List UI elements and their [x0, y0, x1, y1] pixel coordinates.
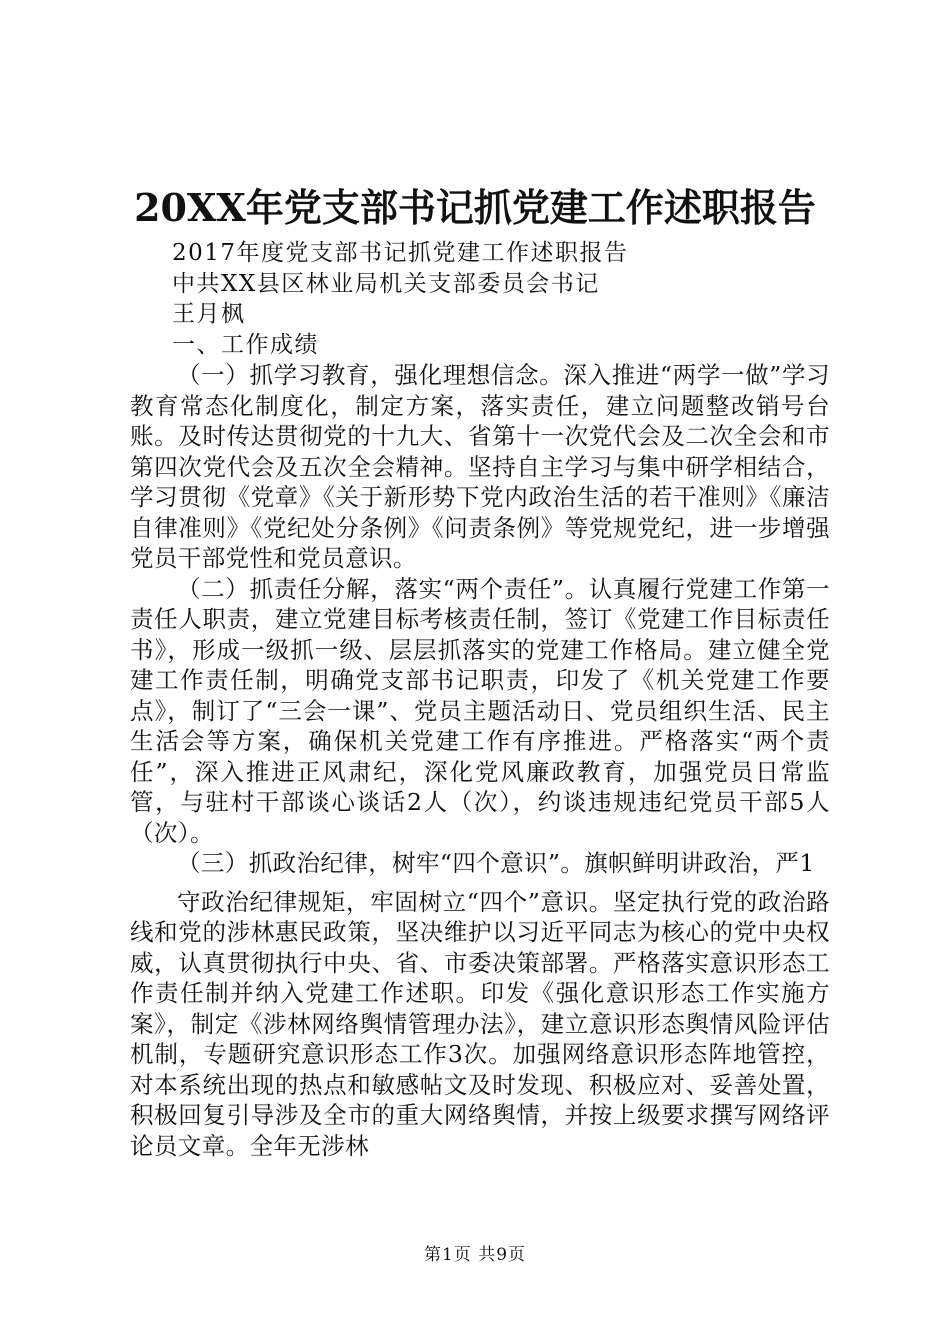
page-indicator: 第1页 共9页 [423, 1245, 527, 1265]
document-body [130, 360, 830, 1161]
author-name: 王月枫 [172, 301, 246, 327]
document-title: 20XX年党支部书记抓党建工作述职报告 [134, 185, 816, 230]
paragraph: 守政治纪律规矩，牢固树立“四个”意识。坚定执行党的政治路线和党的涉林惠民政策，坚决维护以习近平同志为核心的党中央权威，认真贯彻执行中央、省、市委决策部署。严格落实意识形态工作责任制并纳入党建工作述职。印发《强化意识形态工作实施方案》，制定《涉林网络舆情管理办法》，建立意识形态舆情风险评估机制，专题研究意识形态工作3次。加强网络意识形态阵地管控，对本系统出现的热点和敏感帖文及时发现、积极应对、妥善处置，积极回复引导涉及全市的重大网络舆情，并按上级要求撰写网络评论员文章。全年无涉林 [130, 887, 830, 1160]
document-subtitle: 2017年度党支部书记抓党建工作述职报告 [172, 240, 629, 266]
paragraph: （二）抓责任分解，落实“两个责任”。认真履行党建工作第一责任人职责，建立党建目标考核责任制，签订《党建工作目标责任书》，形成一级抓一级、层层抓落实的党建工作格局。建立健全党建工作责任制，明确党支部书记职责，印发了《机关党建工作要点》，制订了“三会一课”、党员主题活动日、党员组织生活、民主生活会等方案，确保机关党建工作有序推进。严格落实“两个责任”，深入推进正风肃纪，深化党风廉政教育，加强党员日常监管，与驻村干部谈心谈话2人（次），约谈违规违纪党员干部5人（次）。 [130, 574, 830, 847]
author-position: 中共XX县区林业局机关支部委员会书记 [172, 270, 600, 297]
document-meta [172, 238, 629, 360]
section-heading: 一、工作成绩 [172, 331, 319, 358]
paragraph: （三）抓政治纪律，树牢“四个意识”。旗帜鲜明讲政治，严1 [177, 849, 815, 877]
paragraph: （一）抓学习教育，强化理想信念。深入推进“两学一做”学习教育常态化制度化，制定方案，落实责任，建立问题整改销号台账。及时传达贯彻党的十九大、省第十一次党代会及二次全会和市第四次党代会及五次全会精神。坚持自主学习与集中研学相结合，学习贯彻《党章》《关于新形势下党内政治生活的若干准则》《廉洁自律准则》《党纪处分条例》《问责条例》等党规党纪，进一步增强党员干部党性和党员意识。 [130, 361, 830, 572]
